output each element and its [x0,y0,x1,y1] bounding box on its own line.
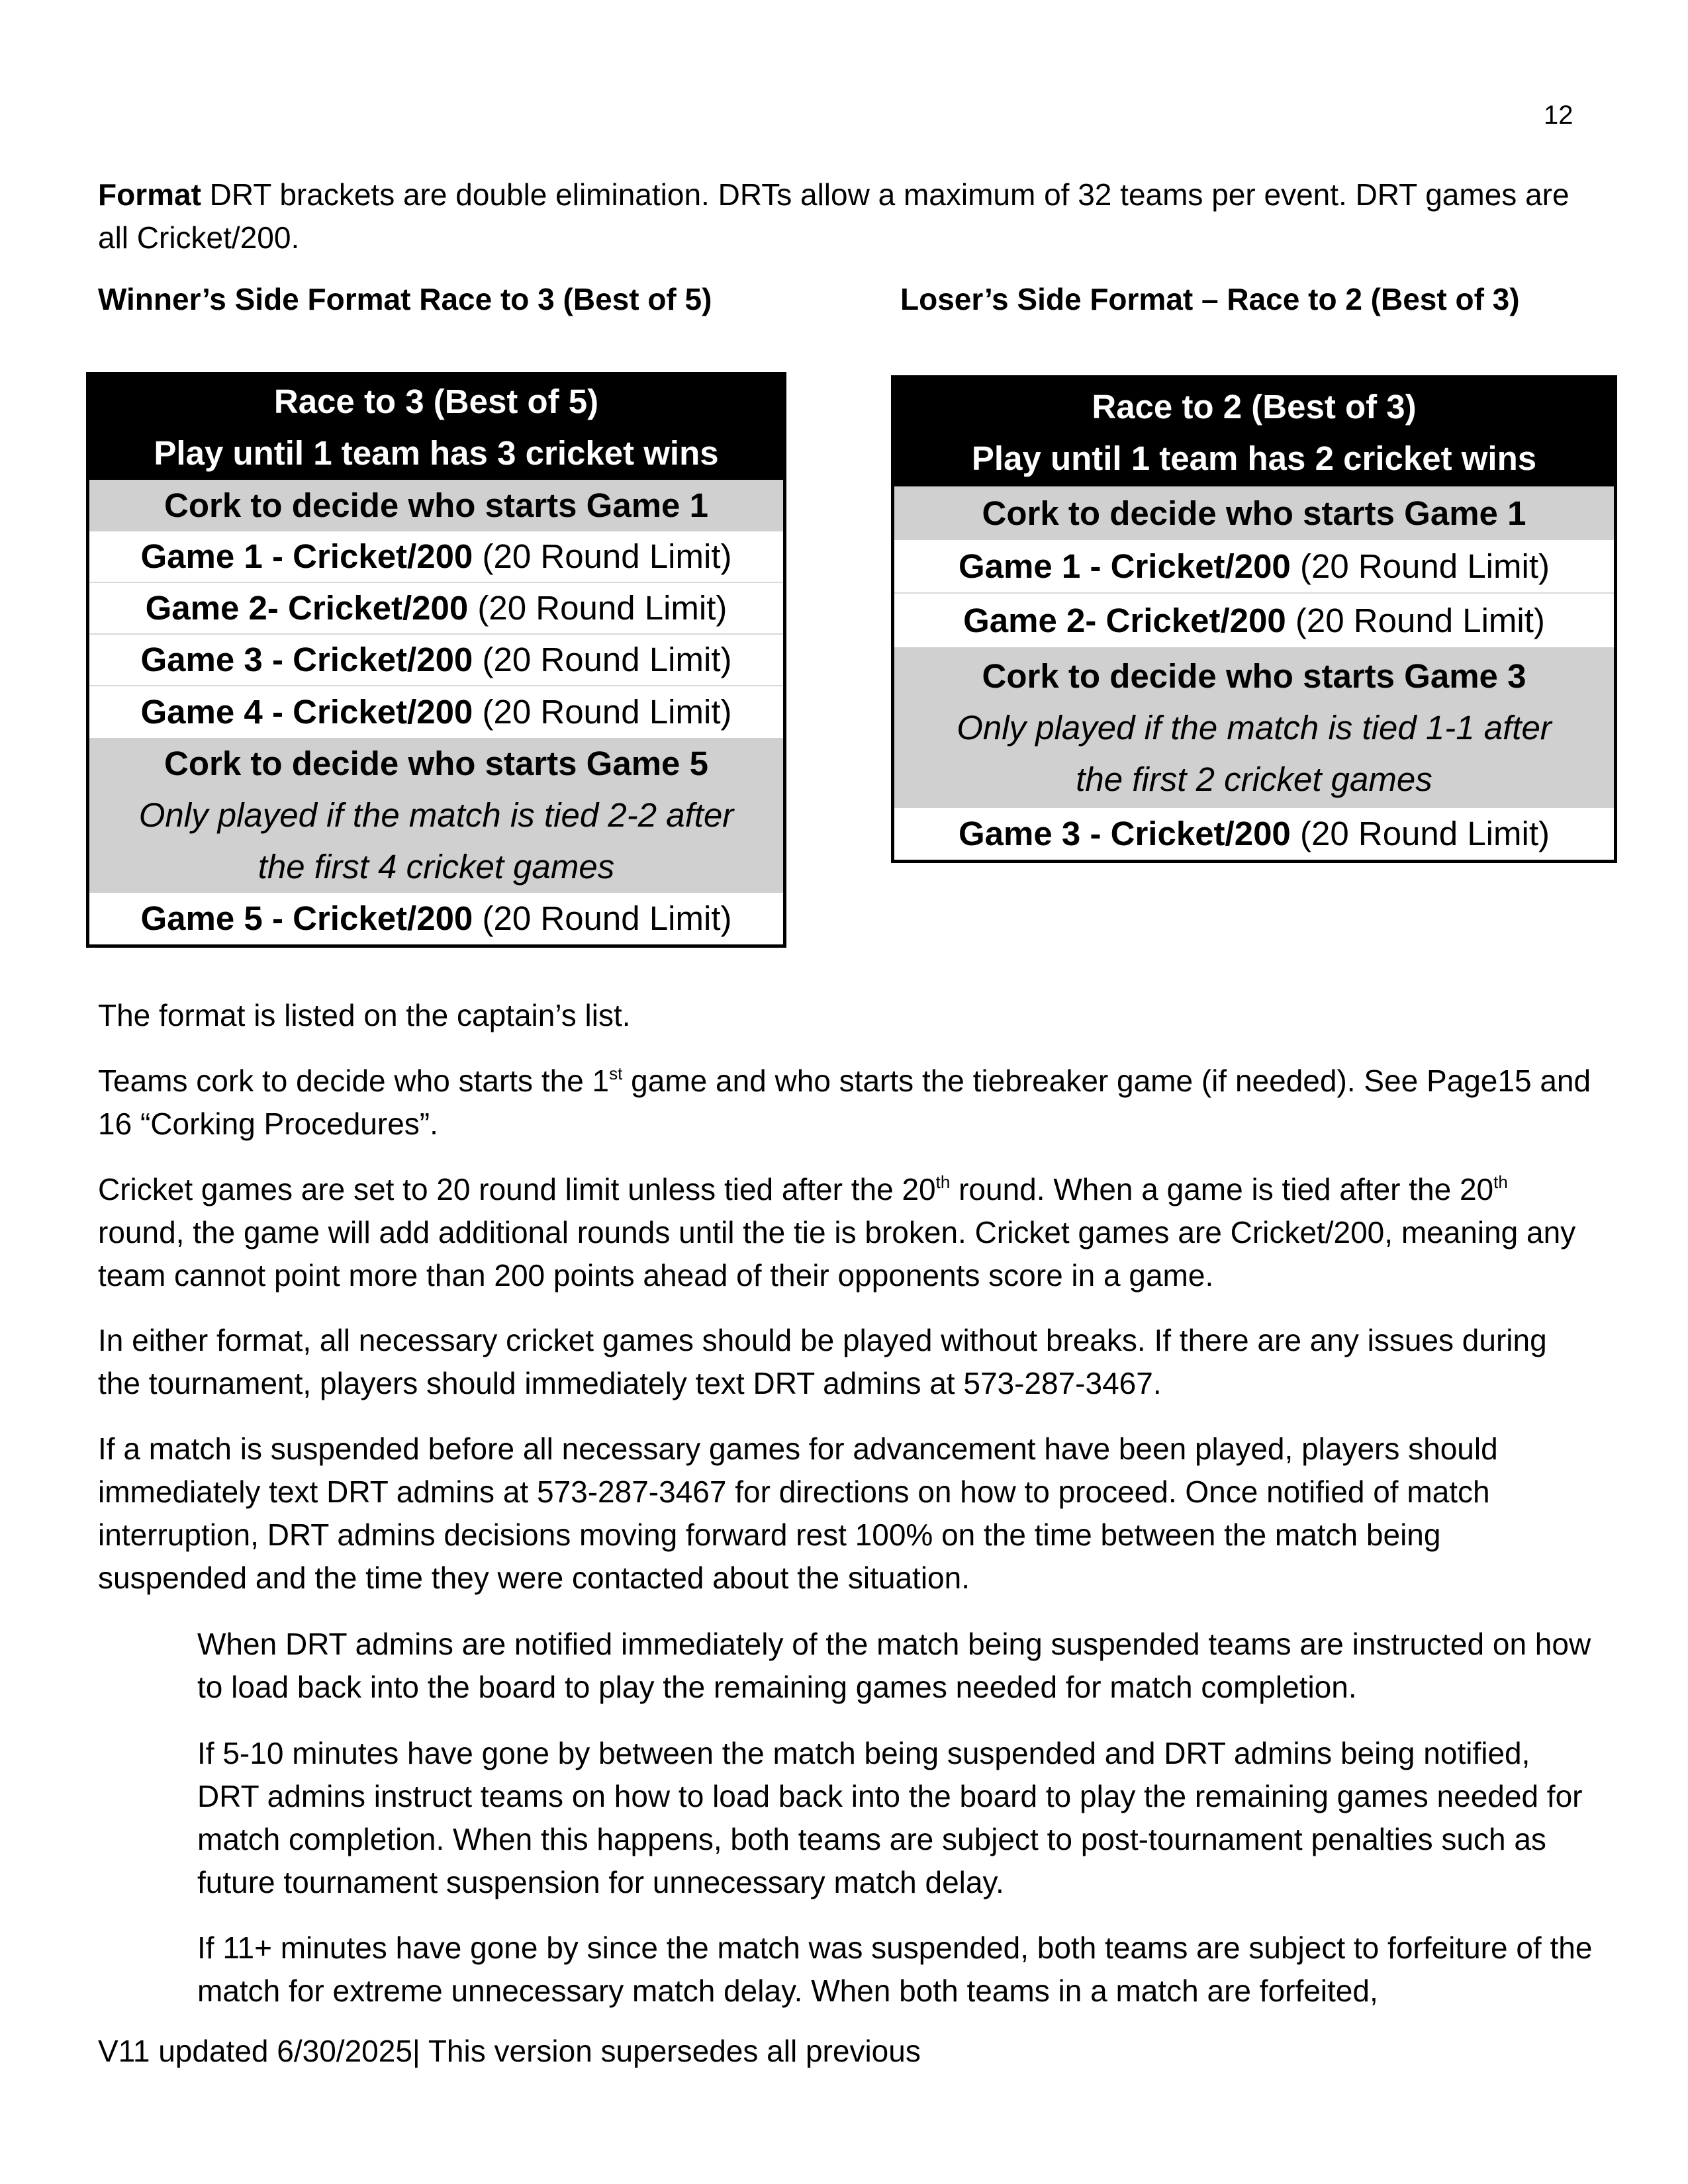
game-name: Game 5 - Cricket/200 [140,899,473,937]
cork-paragraph [98,1060,1594,1146]
game-name: Game 2- Cricket/200 [145,589,469,627]
ordinal-suffix: th [1493,1172,1508,1192]
round-limit: (20 Round Limit) [1290,547,1550,585]
format-text: DRT brackets are double elimination. DRTs allow a maximum of 32 teams per event. DRT games are all Cricket/200. [98,177,1570,255]
table-row [89,686,783,738]
cork-text: Cork to decide who starts Game 5 [164,745,708,782]
table-header [894,379,1614,486]
table-row [894,594,1614,647]
table-row [89,893,783,944]
cork-row-game-1 [894,486,1614,540]
game-name: Game 4 - Cricket/200 [140,693,473,731]
format-label: Format [98,177,201,212]
ordinal-suffix: st [609,1064,623,1083]
format-paragraph [98,173,1594,259]
table-header [89,375,783,480]
tiebreak-note-line-2: the first 4 cricket games [258,848,615,886]
eleven-plus-minutes-paragraph: If 11+ minutes have gone by since the match was suspended, both teams are subject to forfeiture of the match for extreme unnecessary match delay. When both teams in a match are forfeited, [197,1931,1593,2008]
header-subtitle: Play until 1 team has 2 cricket wins [971,439,1537,477]
round-limit: (20 Round Limit) [468,589,727,627]
round-limit: (20 Round Limit) [473,537,732,575]
round-limit: (20 Round Limit) [473,899,732,937]
cork-text-part-2: game and who starts the tiebreaker game (if needed). See Page15 and 16 “Corking Procedures”. [98,1064,1591,1141]
round-limit: (20 Round Limit) [473,641,732,678]
winners-format-table [86,372,786,948]
game-name: Game 2- Cricket/200 [963,601,1286,639]
tiebreak-note-line-1: Only played if the match is tied 2-2 after [138,796,734,834]
round-limit: (20 Round Limit) [1290,815,1550,852]
header-subtitle: Play until 1 team has 3 cricket wins [154,434,719,472]
cork-row-game-5 [89,738,783,893]
round-limit: (20 Round Limit) [1286,601,1545,639]
cork-text: Cork to decide who starts Game 3 [982,657,1526,695]
cork-text-part-1: Teams cork to decide who starts the 1 [98,1064,610,1098]
tiebreak-note-line-1: Only played if the match is tied 1-1 after [957,708,1552,747]
cork-row-game-3 [894,647,1614,808]
header-title: Race to 2 (Best of 3) [1092,387,1417,426]
page-number: 12 [1544,101,1573,130]
table-row [89,531,783,583]
rounds-text-part-3: round, the game will add additional rounds until the tie is broken. Cricket games are Cricket/200, meaning any team cannot point more than 200 points ahead of their opponents score in a game. [98,1215,1576,1293]
winners-side-heading: Winner’s Side Format Race to 3 (Best of 5) [98,282,712,316]
cork-text: Cork to decide who starts Game 1 [982,494,1526,532]
game-name: Game 3 - Cricket/200 [959,815,1291,852]
captains-list-paragraph: The format is listed on the captain’s list. [98,998,631,1032]
footer-version: V11 updated 6/30/2025| This version supersedes all previous [98,2034,921,2068]
cork-row-game-1 [89,480,783,531]
rounds-text-part-1: Cricket games are set to 20 round limit unless tied after the 20 [98,1172,936,1206]
suspended-paragraph: If a match is suspended before all necessary games for advancement have been played, players should immediately text DRT admins at 573-287-3467 for directions on how to proceed. Once notified of match interruption, DRT admins decisions moving forward rest 100% on the time between the match being suspended and the time they were contacted about the situation. [98,1432,1498,1595]
rounds-text-part-2: round. When a game is tied after the 20 [950,1172,1494,1206]
header-title: Race to 3 (Best of 5) [273,383,599,420]
game-name: Game 1 - Cricket/200 [140,537,473,575]
losers-side-heading: Loser’s Side Format – Race to 2 (Best of 3) [900,282,1520,316]
round-limit-paragraph [98,1168,1594,1297]
table-row [89,635,783,686]
table-row [894,540,1614,594]
table-row [894,808,1614,860]
game-name: Game 1 - Cricket/200 [959,547,1291,585]
round-limit: (20 Round Limit) [473,693,732,731]
ordinal-suffix: th [935,1172,951,1192]
immediate-notification-paragraph: When DRT admins are notified immediately of the match being suspended teams are instructed on how to load back into the board to play the remaining games needed for match completion. [197,1627,1591,1704]
cork-text: Cork to decide who starts Game 1 [164,486,708,524]
game-name: Game 3 - Cricket/200 [140,641,473,678]
tiebreak-note-line-2: the first 2 cricket games [1076,760,1432,798]
breaks-paragraph: In either format, all necessary cricket games should be played without breaks. If there are any issues during the tournament, players should immediately text DRT admins at 573-287-3467. [98,1323,1547,1400]
five-to-ten-minutes-paragraph: If 5-10 minutes have gone by between the match being suspended and DRT admins being notified, DRT admins instruct teams on how to load back into the board to play the remaining games needed for match completion. When this happens, both teams are subject to post-tournament penalties such as future tournament suspension for unnecessary match delay. [197,1736,1583,1899]
table-row [89,583,783,635]
losers-format-table [891,375,1617,863]
